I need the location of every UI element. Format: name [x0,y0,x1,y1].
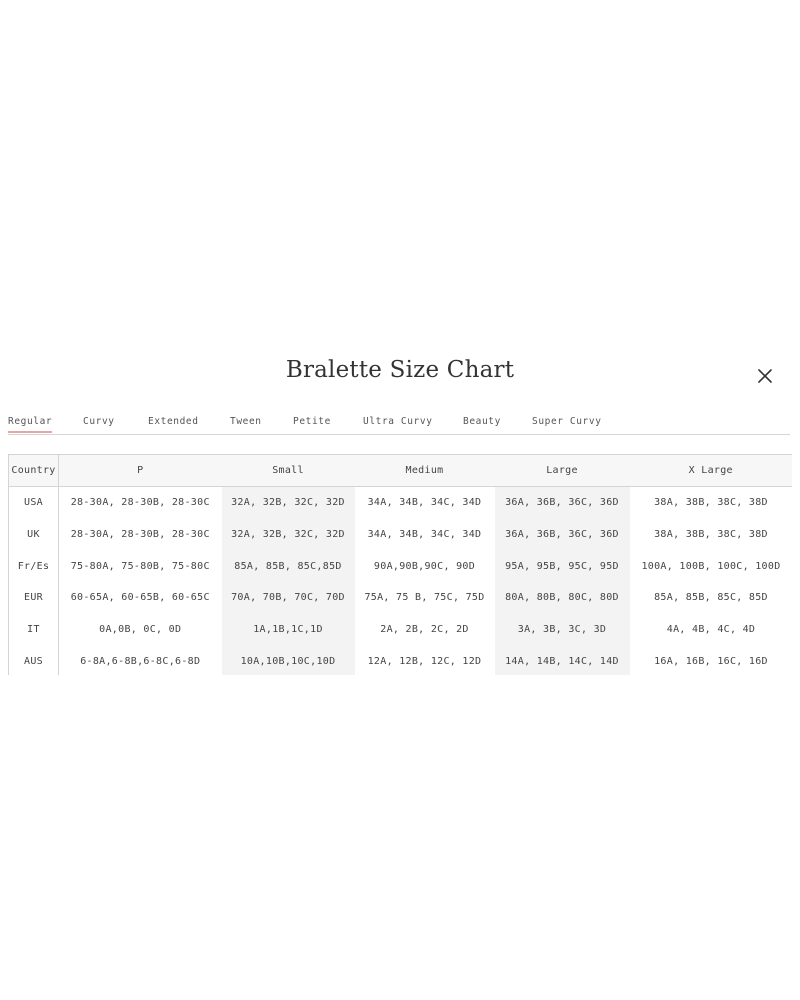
size-cell: 10A,10B,10C,10D [222,645,355,675]
table-row [9,487,793,519]
size-cell: 90A,90B,90C, 90D [355,550,495,582]
modal-title: Bralette Size Chart [285,357,515,383]
size-cell: 32A, 32B, 32C, 32D [222,519,355,551]
size-cell: 3A, 3B, 3C, 3D [495,614,630,646]
table-row [9,550,793,582]
size-cell: 38A, 38B, 38C, 38D [630,519,793,551]
table-row [9,582,793,614]
size-cell: 38A, 38B, 38C, 38D [630,487,793,519]
country-cell: Fr/Es [9,550,59,582]
tab-super-curvy[interactable]: Super Curvy [532,416,602,427]
size-cell: 32A, 32B, 32C, 32D [222,487,355,519]
size-cell: 28-30A, 28-30B, 28-30C [59,519,222,551]
column-header-country: Country [9,455,59,487]
size-tabs [8,416,790,435]
country-cell: EUR [9,582,59,614]
size-cell: 36A, 36B, 36C, 36D [495,519,630,551]
size-table [8,454,792,675]
size-cell: 85A, 85B, 85C,85D [222,550,355,582]
table-row [9,645,793,675]
tab-tween[interactable]: Tween [230,416,262,427]
tab-petite[interactable]: Petite [293,416,331,427]
tab-extended[interactable]: Extended [148,416,199,427]
country-cell: UK [9,519,59,551]
size-cell: 75-80A, 75-80B, 75-80C [59,550,222,582]
size-cell: 85A, 85B, 85C, 85D [630,582,793,614]
size-cell: 100A, 100B, 100C, 100D [630,550,793,582]
column-header-small: Small [222,455,355,487]
country-cell: AUS [9,645,59,675]
size-cell: 16A, 16B, 16C, 16D [630,645,793,675]
tab-beauty[interactable]: Beauty [463,416,501,427]
size-cell: 95A, 95B, 95C, 95D [495,550,630,582]
close-button[interactable] [754,365,776,387]
tab-curvy[interactable]: Curvy [83,416,115,427]
column-header-medium: Medium [355,455,495,487]
size-table-container[interactable] [8,454,792,675]
size-cell: 2A, 2B, 2C, 2D [355,614,495,646]
country-cell: IT [9,614,59,646]
size-cell: 14A, 14B, 14C, 14D [495,645,630,675]
size-cell: 4A, 4B, 4C, 4D [630,614,793,646]
size-cell: 12A, 12B, 12C, 12D [355,645,495,675]
size-cell: 34A, 34B, 34C, 34D [355,519,495,551]
country-cell: USA [9,487,59,519]
table-row [9,614,793,646]
size-cell: 6-8A,6-8B,6-8C,6-8D [59,645,222,675]
tab-ultra-curvy[interactable]: Ultra Curvy [363,416,433,427]
size-cell: 60-65A, 60-65B, 60-65C [59,582,222,614]
close-icon [754,365,776,387]
size-chart-modal [0,345,800,675]
tab-regular[interactable]: Regular [8,416,52,433]
column-header-p: P [59,455,222,487]
column-header-x-large: X Large [630,455,793,487]
size-cell: 0A,0B, 0C, 0D [59,614,222,646]
size-cell: 80A, 80B, 80C, 80D [495,582,630,614]
size-cell: 75A, 75 B, 75C, 75D [355,582,495,614]
size-cell: 70A, 70B, 70C, 70D [222,582,355,614]
table-header-row [9,455,793,487]
column-header-large: Large [495,455,630,487]
size-cell: 36A, 36B, 36C, 36D [495,487,630,519]
size-cell: 28-30A, 28-30B, 28-30C [59,487,222,519]
size-cell: 34A, 34B, 34C, 34D [355,487,495,519]
table-row [9,519,793,551]
size-cell: 1A,1B,1C,1D [222,614,355,646]
